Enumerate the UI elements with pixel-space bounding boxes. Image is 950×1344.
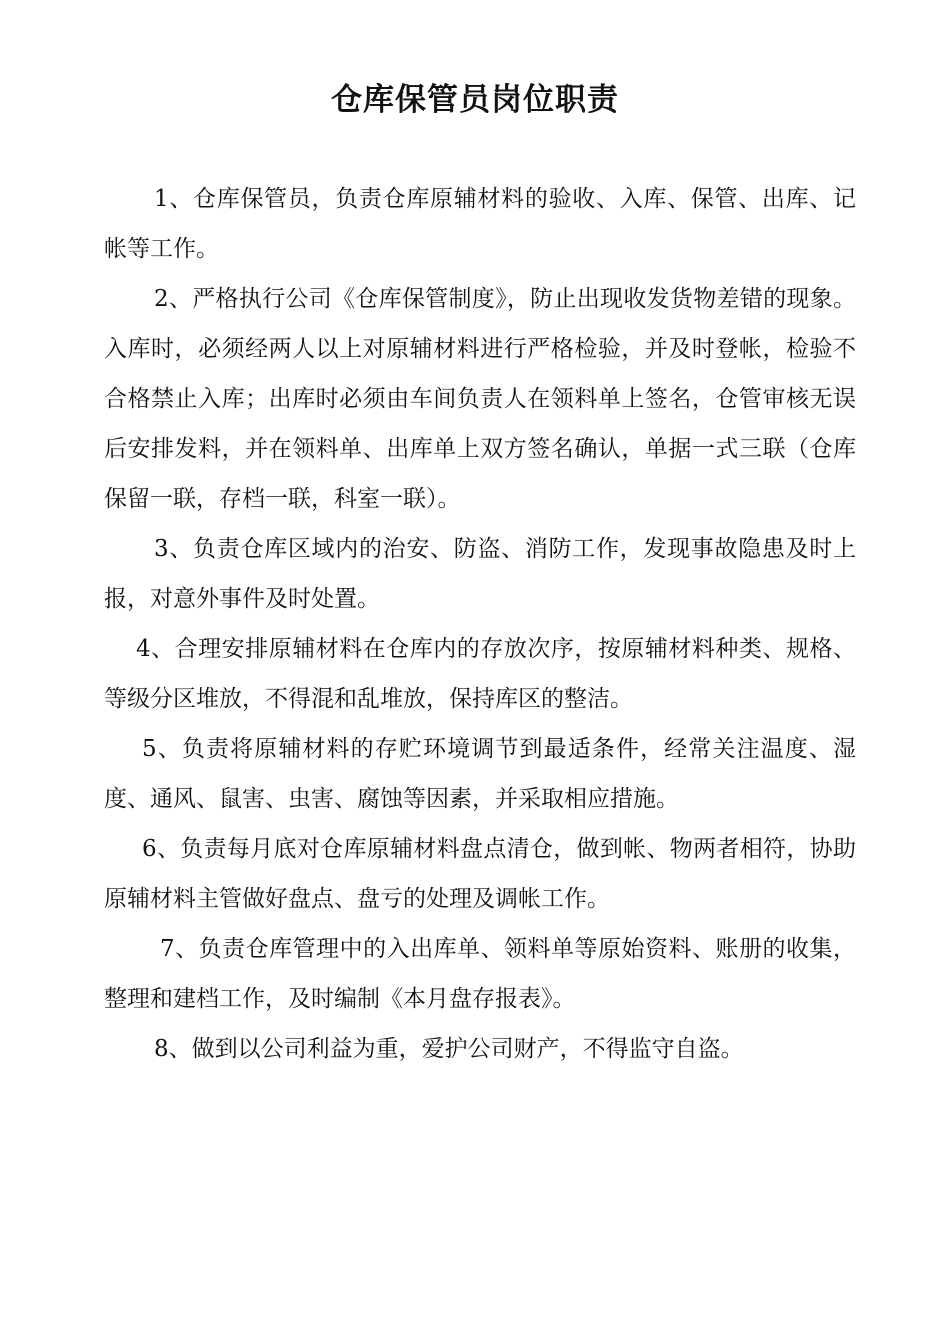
duty-paragraph-8: 8、做到以公司利益为重，爱护公司财产，不得监守自盗。 bbox=[154, 1036, 744, 1062]
duty-paragraph-4: 4、合理安排原辅材料在仓库内的存放次序，按原辅材料种类、规格、等级分区堆放，不得混和乱堆放，保持库区的整洁。 bbox=[104, 636, 856, 712]
duty-paragraph-6: 6、负责每月底对仓库原辅材料盘点清仓，做到帐、物两者相符，协助原辅材料主管做好盘点、盘亏的处理及调帐工作。 bbox=[104, 836, 856, 912]
document-body bbox=[104, 174, 856, 1074]
duty-paragraph-7: 7、负责仓库管理中的入出库单、领料单等原始资料、账册的收集，整理和建档工作，及时编制《本月盘存报表》。 bbox=[104, 936, 856, 1012]
duty-paragraph-1: 1、仓库保管员，负责仓库原辅材料的验收、入库、保管、出库、记帐等工作。 bbox=[104, 186, 856, 262]
duty-paragraph-5: 5、负责将原辅材料的存贮环境调节到最适条件，经常关注温度、湿度、通风、鼠害、虫害、腐蚀等因素，并采取相应措施。 bbox=[104, 736, 856, 812]
duty-paragraph-2: 2、严格执行公司《仓库保管制度》，防止出现收发货物差错的现象。入库时，必须经两人以上对原辅材料进行严格检验，并及时登帐，检验不合格禁止入库；出库时必须由车间负责人在领料单上签名，仓管审核无误后安排发料，并在领料单、出库单上双方签名确认，单据一式三联（仓库保留一联，存档一联，科室一联）。 bbox=[104, 286, 856, 512]
document-title: 仓库保管员岗位职责 bbox=[331, 82, 619, 118]
duty-paragraph-3: 3、负责仓库区域内的治安、防盗、消防工作，发现事故隐患及时上报，对意外事件及时处置。 bbox=[104, 536, 856, 612]
